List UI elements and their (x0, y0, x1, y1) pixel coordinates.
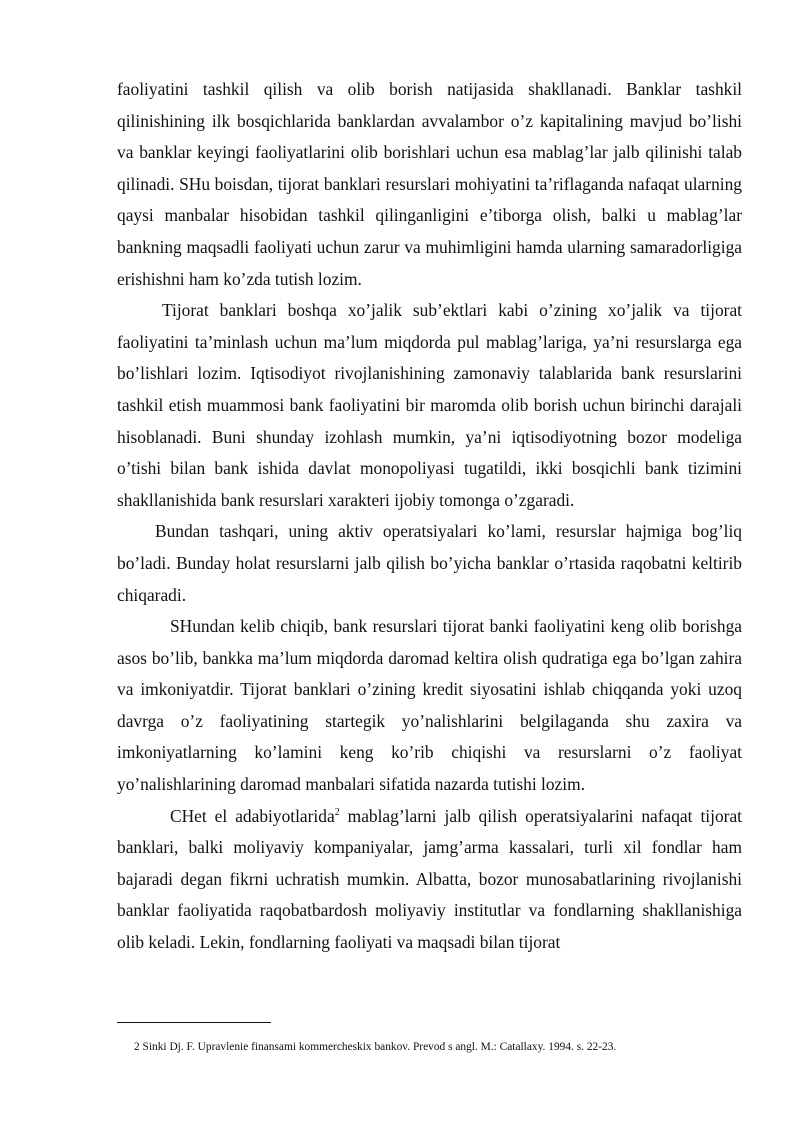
paragraph-5-rest: mablag’larni jalb qilish operatsiyalarini nafaqat tijorat banklari, balki moliyaviy kompaniyalar, jamg’arma kassalari, turli xil fondlar ham bajaradi degan fikrni uchratish mumkin. Albatta, bozor munosabatlarining rivojlanishi banklar faoliyatida raqobatbardosh moliyaviy institutlar va fondlarning shakllanishiga olib keladi. Lekin, fondlarning faoliyati va maqsadi bilan tijorat (117, 805, 742, 953)
footnote-reference: 2 (334, 806, 340, 818)
document-body (117, 74, 742, 959)
footnote-separator (117, 1022, 271, 1023)
paragraph-4: SHundan kelib chiqib, bank resurslari tijorat banki faoliyatini keng olib borishga asos bo’lib, bankka ma’lum miqdorda daromad keltira olish qudratiga ega bo’lgan zahira va imkoniyatdir. Tijorat banklari o’zining kredit siyosatini ishlab chiqqanda yoki uzoq davrga o’z faoliyatining startegik yo’nalishlarini belgilaganda shu zaxira va imkoniyatlarning ko’lamini keng ko’rib chiqishi va resurslarni o’z faoliyat yo’nalishlarining daromad manbalari sifatida nazarda tutishi lozim. (117, 616, 742, 795)
paragraph-3: Bundan tashqari, uning aktiv operatsiyalari ko’lami, resurslar hajmiga bog’liq bo’ladi. Bunday holat resurslarni jalb qilish bo’yicha banklar o’rtasida raqobatni keltirib chiqaradi. (117, 521, 742, 605)
paragraph-1: faoliyatini tashkil qilish va olib borish natijasida shakllanadi. Banklar tashkil qilinishining ilk bosqichlarida banklardan avvalambor o’z kapitalining mavjud bo’lishi va banklar keyingi faoliyatlarini olib borishlari uchun esa mablag’lar jalb qilinishi talab qilinadi. SHu boisdan, tijorat banklari resurslari mohiyatini ta’riflaganda nafaqat ularning qaysi manbalar hisobidan tashkil qilinganligini e’tiborga olish, balki u mablag’lar bankning maqsadli faoliyati uchun zarur va muhimligini hamda ularning samaradorligiga erishishni ham ko’zda tutish lozim. (117, 79, 742, 289)
paragraph-5 (117, 801, 742, 959)
paragraph-5-start: CHet el adabiyotlarida (170, 805, 335, 826)
paragraph-2: Tijorat banklari boshqa xo’jalik sub’ektlari kabi o’zining xo’jalik va tijorat faoliyatini ta’minlash uchun ma’lum miqdorda pul mablag’lariga, ya’ni resurslarga ega bo’lishlari lozim. Iqtisodiyot rivojlanishining zamonaviy talablarida bank resurslarini tashkil etish muammosi bank faoliyatini bir maromda olib borish uchun birinchi darajali hisoblanadi. Buni shunday izohlash mumkin, ya’ni iqtisodiyotning bozor modeliga o’tishi bilan bank ishida davlat monopoliyasi tugatildi, ikki bosqichli bank tizimini shakllanishida bank resurslari xarakteri ijobiy tomonga o’zgaradi. (117, 300, 742, 510)
footnote: 2 Sinki Dj. F. Upravlenie finansami kommercheskix bankov. Prevod s angl. M.: Catallaxy. 1994. s. 22-23. (134, 1041, 617, 1053)
